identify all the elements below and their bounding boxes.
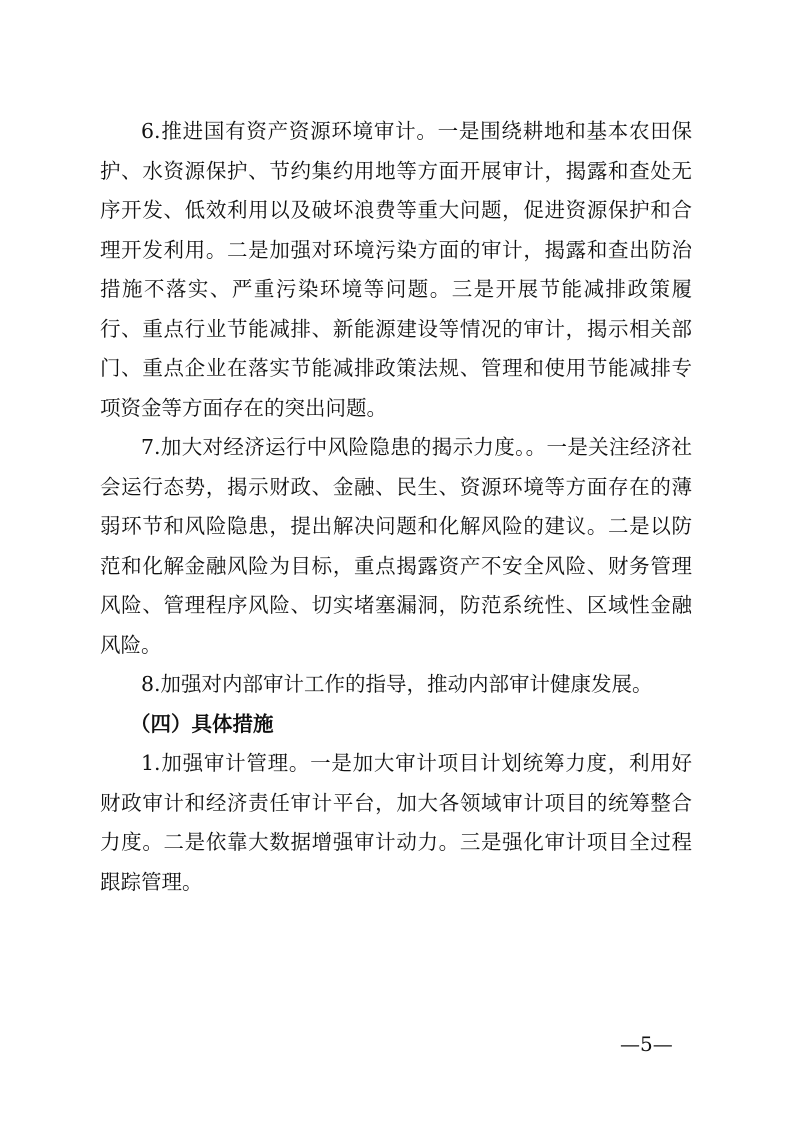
paragraph-7: 7.加大对经济运行中风险隐患的揭示力度。。一是关注经济社会运行态势，揭示财政、金融、民生、资源环境等方面存在的薄弱环节和风险隐患，提出解决问题和化解风险的建议。二是以防范和化解金融风险为目标，重点揭露资产不安全风险、财务管理风险、管理程序风险、切实堵塞漏洞，防范系统性、区域性金融风险。 <box>100 435 692 657</box>
document-body <box>100 112 692 902</box>
section-heading: （四）具体措施 <box>130 711 274 736</box>
page-number: —5— <box>620 1032 673 1056</box>
paragraph-6: 6.推进国有资产资源环境审计。一是围绕耕地和基本农田保护、水资源保护、节约集约用地等方面开展审计，揭露和查处无序开发、低效利用以及破坏浪费等重大问题，促进资源保护和合理开发利用。二是加强对环境污染方面的审计，揭露和查出防治措施不落实、严重污染环境等问题。三是开展节能减排政策履行、重点行业节能减排、新能源建设等情况的审计，揭示相关部门、重点企业在落实节能减排政策法规、管理和使用节能减排专项资金等方面存在的突出问题。 <box>100 119 692 420</box>
paragraph-8: 8.加强对内部审计工作的指导，推动内部审计健康发展。 <box>141 672 653 696</box>
paragraph-measure-1: 1.加强审计管理。一是加大审计项目计划统筹力度，利用好财政审计和经济责任审计平台，加大各领域审计项目的统筹整合力度。二是依靠大数据增强审计动力。三是强化审计项目全过程跟踪管理。 <box>100 751 692 894</box>
